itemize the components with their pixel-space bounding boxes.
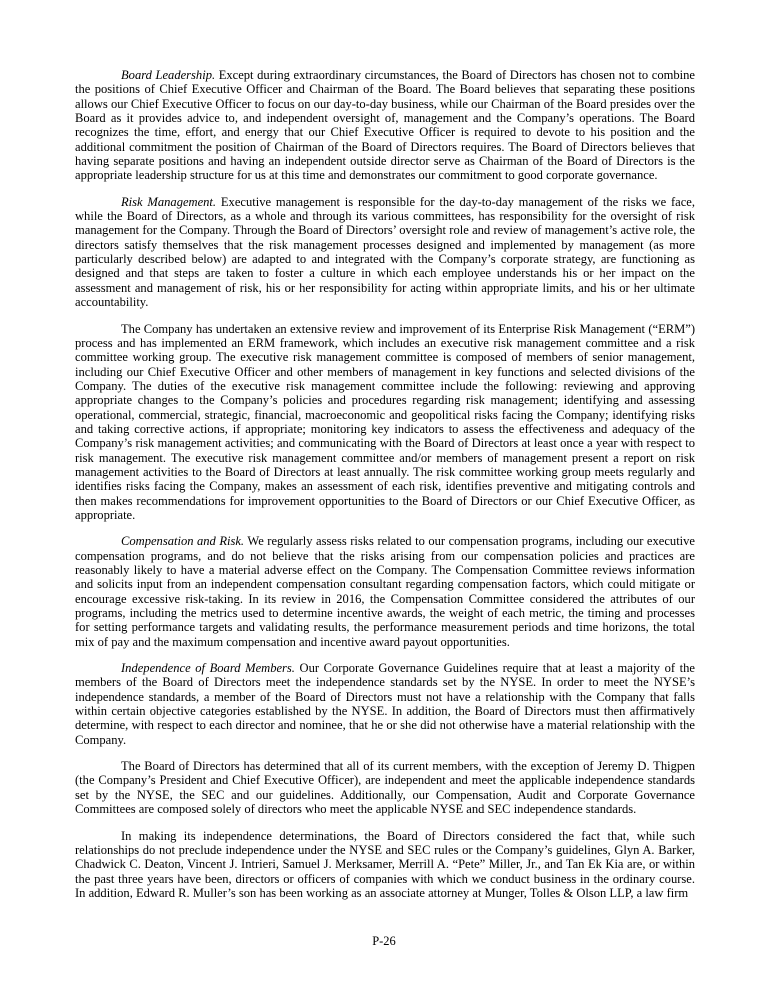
paragraph-text: Except during extraordinary circumstances, the Board of Directors has chosen not to combine the positions of Chief Executive Officer and Chairman of the Board. The Board believes that separating these positions allows our Chief Executive Officer to focus on our day-to-day business, while our Chairman of the Board presides over the Board as it provides advice to, and independent oversight of, management and the Company’s operations. The Board recognizes the time, effort, and energy that our Chief Executive Officer is required to devote to his position and the additional commitment the position of Chairman of the Board of Directors requires. The Board of Directors believes that having separate positions and having an independent outside director serve as Chairman of the Board of Directors is the appropriate leadership structure for us at this time and demonstrates our commitment to good corporate governance. <box>75 68 696 183</box>
paragraph-independence-determination <box>75 759 695 816</box>
paragraph-independence <box>75 661 695 747</box>
document-body <box>75 0 695 900</box>
paragraph-erm <box>75 322 695 523</box>
paragraph-text: In making its independence determinations, the Board of Directors considered the fact that, while such relationships do not preclude independence under the NYSE and SEC rules or the Company’s guidelines, Glyn A. Barker, Chadwick C. Deaton, Vincent J. Intrieri, Samuel J. Merksamer, Merrill A. “Pete” Miller, Jr., and Tan Ek Kia are, or within the past three years have been, directors or officers of companies with which we conduct business in the ordinary course. In addition, Edward R. Muller’s son has been working as an associate attorney at Munger, Tolles & Olson LLP, a law firm <box>75 828 695 900</box>
paragraph-heading: Compensation and Risk. <box>121 534 245 549</box>
paragraph-heading: Independence of Board Members. <box>121 661 295 676</box>
page-number: P-26 <box>372 934 396 949</box>
paragraph-board-leadership <box>75 68 695 183</box>
paragraph-heading: Risk Management. <box>121 194 217 209</box>
paragraph-heading: Board Leadership. <box>121 68 216 82</box>
paragraph-compensation-risk <box>75 534 695 649</box>
paragraph-risk-management <box>75 195 695 310</box>
paragraph-independence-considerations <box>75 829 695 901</box>
paragraph-text: Our Corporate Governance Guidelines require that at least a majority of the members of the Board of Directors meet the independence standards set by the NYSE. In order to meet the NYSE’s independence standards, a member of the Board of Directors must not have a relationship with the Company that falls within certain objective categories established by the NYSE. In addition, the Board of Directors must then affirmatively determine, with respect to each director and nominee, that he or she did not otherwise have a material relationship with the Company. <box>75 661 696 747</box>
paragraph-text: We regularly assess risks related to our compensation programs, including our executive compensation programs, and do not believe that the risks arising from our compensation policies and practices are reasonably likely to have a material adverse effect on the Company. The Compensation Committee reviews information and solicits input from an independent compensation consultant regarding compensation factors, which could mitigate or encourage excessive risk-taking. In its review in 2016, the Compensation Committee considered the attributes of our programs, including the metrics used to determine incentive awards, the weight of each metric, the timing and processes for setting performance targets and validating results, the performance measurement periods and time horizons, the total mix of pay and the maximum compensation and incentive award payout opportunities. <box>75 534 696 649</box>
paragraph-text: The Board of Directors has determined that all of its current members, with the exception of Jeremy D. Thigpen (the Company’s President and Chief Executive Officer), are independent and meet the applicable independence standards set by the NYSE, the SEC and our guidelines. Additionally, our Compensation, Audit and Corporate Governance Committees are composed solely of directors who meet the applicable NYSE and SEC independence standards. <box>75 759 695 817</box>
paragraph-text: The Company has undertaken an extensive review and improvement of its Enterprise Risk Management (“ERM”) process and has implemented an ERM framework, which includes an executive risk management committee and a risk committee working group. The executive risk management committee is composed of members of senior management, including our Chief Executive Officer and other members of management in key functions and selected divisions of the Company. The duties of the executive risk management committee include the following: reviewing and approving appropriate changes to the Company’s policies and procedures regarding risk management; identifying and assessing operational, commercial, strategic, financial, macroeconomic and geopolitical risks facing the Company; identifying risks and taking corrective actions, if appropriate; monitoring key indicators to assess the effectiveness and adequacy of the Company’s risk management activities; and communicating with the Board of Directors at least once a year with respect to risk management. The executive risk management committee and/or members of management present a report on risk management activities to the Board of Directors at least annually. The risk committee working group meets regularly and identifies risks facing the Company, makes an assessment of each risk, identifies preventive and mitigating controls and then makes recommendations for improvement opportunities to the Board of Directors or our Chief Executive Officer, as appropriate. <box>75 321 695 522</box>
paragraph-text: Executive management is responsible for the day-to-day management of the risks we face, while the Board of Directors, as a whole and through its various committees, has responsibility for the oversight of risk management for the Company. Through the Board of Directors’ oversight role and review of management’s active role, the directors satisfy themselves that the risk management processes designed and implemented by management (as more particularly described below) are adapted to and integrated with the Company’s corporate strategy, are functioning as designed and that steps are taken to foster a culture in which each employee understands his or her impact on the assessment and management of risk, his or her responsibility for acting within appropriate limits, and his or her ultimate accountability. <box>75 194 695 310</box>
